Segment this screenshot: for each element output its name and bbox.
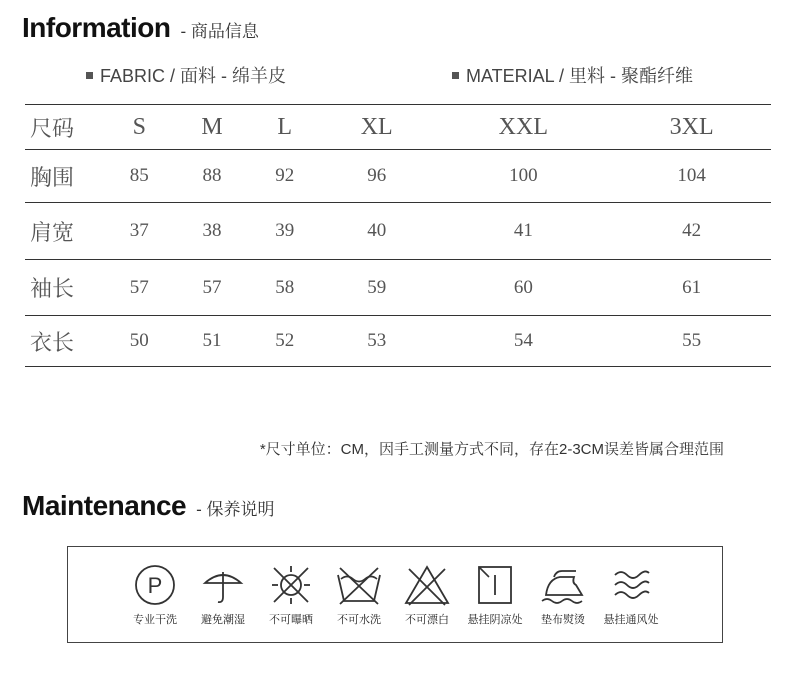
fabric-label: FABRIC / 面料 - 绵羊皮 — [100, 66, 287, 86]
care-item-avoid-humidity — [188, 563, 258, 627]
fabric-line — [86, 62, 286, 88]
svg-text:P: P — [147, 573, 163, 598]
care-item-iron — [528, 563, 598, 627]
care-instructions-box — [67, 546, 723, 643]
size-table — [25, 104, 771, 367]
ventilated-place-icon — [609, 563, 653, 607]
material-line — [452, 62, 693, 88]
size-col-header: XL — [360, 113, 393, 140]
table-cell: 52 — [275, 330, 295, 351]
table-cell: 41 — [513, 220, 533, 241]
information-heading — [22, 12, 259, 44]
row-label-sleeve: 袖长 — [30, 276, 75, 301]
maintenance-title: Maintenance — [22, 490, 187, 521]
care-label: 不可漂白 — [405, 614, 449, 626]
table-cell: 104 — [677, 165, 706, 186]
size-header-label: 尺码 — [30, 115, 75, 141]
table-row — [25, 203, 771, 260]
care-label: 悬挂通风处 — [603, 614, 659, 626]
care-item-dry-clean — [120, 563, 190, 627]
size-col-header: S — [132, 113, 146, 140]
information-title: Information — [22, 12, 171, 43]
row-label-length: 衣长 — [30, 329, 75, 355]
table-cell: 57 — [202, 276, 222, 298]
iron-with-cloth-icon — [538, 563, 588, 607]
table-cell: 100 — [509, 165, 538, 186]
table-cell: 40 — [367, 220, 387, 241]
avoid-humidity-icon — [201, 563, 245, 607]
care-label: 专业干洗 — [133, 614, 177, 626]
care-label: 不可曝晒 — [269, 614, 313, 626]
care-label: 不可水洗 — [337, 614, 381, 626]
information-subtitle: - 商品信息 — [180, 22, 259, 41]
care-label: 避免潮湿 — [201, 614, 245, 626]
size-col-header: M — [201, 113, 223, 140]
size-header-row — [25, 105, 771, 150]
table-row — [25, 316, 771, 367]
care-item-no-bleach — [392, 563, 462, 627]
professional-dry-clean-icon — [133, 563, 177, 607]
table-row — [25, 260, 771, 316]
table-cell: 55 — [682, 330, 702, 351]
square-bullet-icon — [86, 72, 93, 79]
table-cell: 53 — [367, 330, 387, 351]
table-cell: 39 — [275, 220, 295, 241]
table-cell: 54 — [513, 330, 533, 351]
size-col-header: 3XL — [669, 113, 714, 140]
material-label: MATERIAL / 里料 - 聚酯纤维 — [466, 66, 694, 86]
care-item-ventilated — [596, 563, 666, 627]
square-bullet-icon — [452, 72, 459, 79]
maintenance-subtitle: - 保养说明 — [196, 500, 275, 519]
size-note: *尺寸单位：CM，因手工测量方式不同，存在2-3CM误差皆属合理范围 — [259, 441, 724, 458]
care-item-no-sun — [256, 563, 326, 627]
table-cell: 92 — [275, 165, 295, 186]
table-cell: 57 — [129, 276, 149, 298]
row-label-shoulder: 肩宽 — [30, 219, 75, 245]
table-cell: 85 — [129, 165, 149, 186]
care-item-hang-shade — [460, 563, 530, 627]
table-cell: 50 — [129, 330, 149, 351]
table-cell: 61 — [682, 276, 702, 298]
no-bleach-icon — [403, 563, 451, 607]
row-label-chest: 胸围 — [30, 164, 75, 190]
size-col-header: XXL — [498, 113, 548, 140]
table-cell: 51 — [202, 330, 222, 351]
table-cell: 59 — [367, 276, 387, 298]
table-row — [25, 150, 771, 203]
care-item-no-wash — [324, 563, 394, 627]
table-cell: 60 — [513, 276, 533, 298]
hang-dry-shade-icon — [473, 563, 517, 607]
table-cell: 58 — [275, 276, 295, 298]
size-col-header: L — [277, 113, 293, 140]
no-wash-icon — [335, 563, 383, 607]
table-cell: 88 — [202, 165, 222, 186]
table-cell: 37 — [129, 220, 149, 241]
table-cell: 38 — [202, 220, 222, 241]
table-cell: 42 — [682, 220, 702, 241]
table-cell: 96 — [367, 165, 387, 186]
no-sun-dry-icon — [269, 563, 313, 607]
care-label: 垫布熨烫 — [541, 614, 585, 626]
maintenance-heading — [22, 490, 275, 522]
care-label: 悬挂阴凉处 — [467, 614, 523, 626]
